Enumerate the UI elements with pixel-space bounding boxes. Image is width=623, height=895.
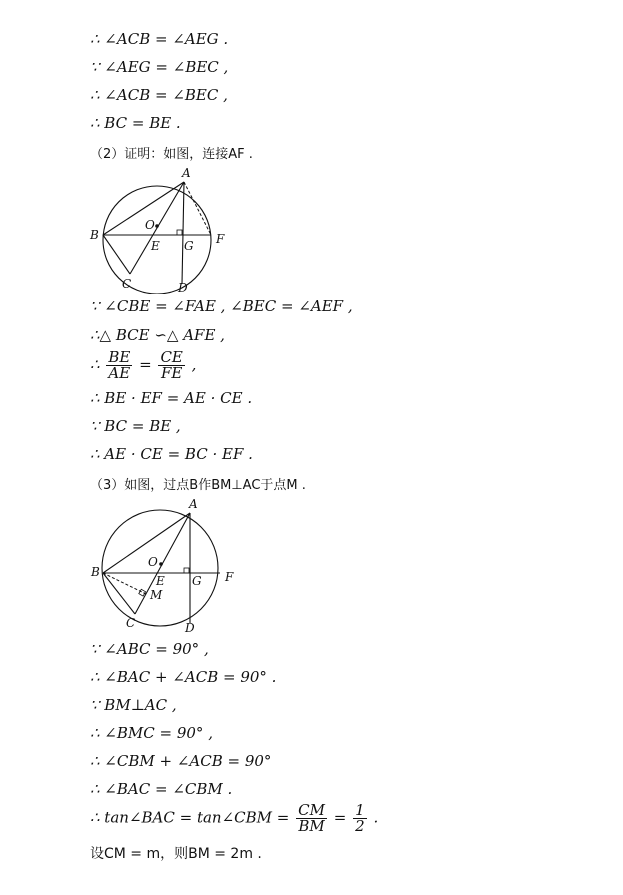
- proof-line: ∴ ∠ACB = ∠AEG .: [90, 30, 229, 48]
- svg-text:O: O: [148, 555, 158, 569]
- svg-text:B: B: [91, 565, 100, 579]
- svg-text:E: E: [156, 574, 165, 588]
- last-line: 设CM = m，则BM = 2m .: [90, 846, 262, 862]
- svg-text:C: C: [122, 277, 132, 291]
- svg-text:F: F: [225, 570, 234, 584]
- svg-text:O: O: [145, 218, 155, 232]
- fraction-line: ∴ $\frac{BE}{AE}$ = $\frac{CE}{FE}$ ,: [90, 348, 197, 382]
- proof-line: ∴ BC = BE .: [90, 114, 181, 132]
- section-2-heading: （2）证明：如图，连接AF .: [90, 147, 253, 162]
- circle-figure-1: [88, 164, 238, 294]
- svg-text:B: B: [90, 228, 99, 242]
- svg-text:D: D: [185, 621, 195, 635]
- proof-line: ∴ ∠BAC = ∠CBM .: [90, 780, 233, 798]
- svg-text:M: M: [150, 588, 163, 602]
- proof-line: ∴△ BCE ∽△ AFE ,: [90, 326, 225, 344]
- svg-text:E: E: [151, 239, 160, 253]
- proof-line: ∵ BC = BE ,: [90, 417, 181, 435]
- svg-text:D: D: [178, 281, 188, 294]
- proof-line: ∴ AE · CE = BC · EF .: [90, 445, 253, 463]
- proof-line: ∵ ∠AEG = ∠BEC ,: [90, 58, 229, 76]
- proof-line: ∴ ∠CBM + ∠ACB = 90°: [90, 752, 272, 770]
- svg-text:F: F: [216, 232, 225, 246]
- svg-text:G: G: [184, 239, 194, 253]
- svg-text:A: A: [189, 497, 198, 511]
- proof-line: ∴ ∠BMC = 90° ,: [90, 724, 213, 742]
- proof-line: ∴ BE · EF = AE · CE .: [90, 389, 253, 407]
- circle-figure-2: [88, 496, 238, 636]
- tan-fraction-line: ∴ tan∠BAC = tan∠CBM = $\frac{CM}{BM}$ = $\frac{1}{2}$ .: [90, 801, 379, 835]
- svg-text:A: A: [182, 166, 191, 180]
- proof-line: ∵ BM⊥AC ,: [90, 696, 177, 714]
- proof-line: ∴ ∠BAC + ∠ACB = 90° .: [90, 668, 277, 686]
- proof-line: ∵ ∠ABC = 90° ,: [90, 640, 209, 658]
- proof-line: ∵ ∠CBE = ∠FAE , ∠BEC = ∠AEF ,: [90, 297, 353, 315]
- svg-text:C: C: [126, 616, 136, 630]
- svg-text:G: G: [192, 574, 202, 588]
- section-3-heading: （3）如图，过点B作BM⊥AC于点M .: [90, 478, 306, 493]
- proof-line: ∴ ∠ACB = ∠BEC ,: [90, 86, 228, 104]
